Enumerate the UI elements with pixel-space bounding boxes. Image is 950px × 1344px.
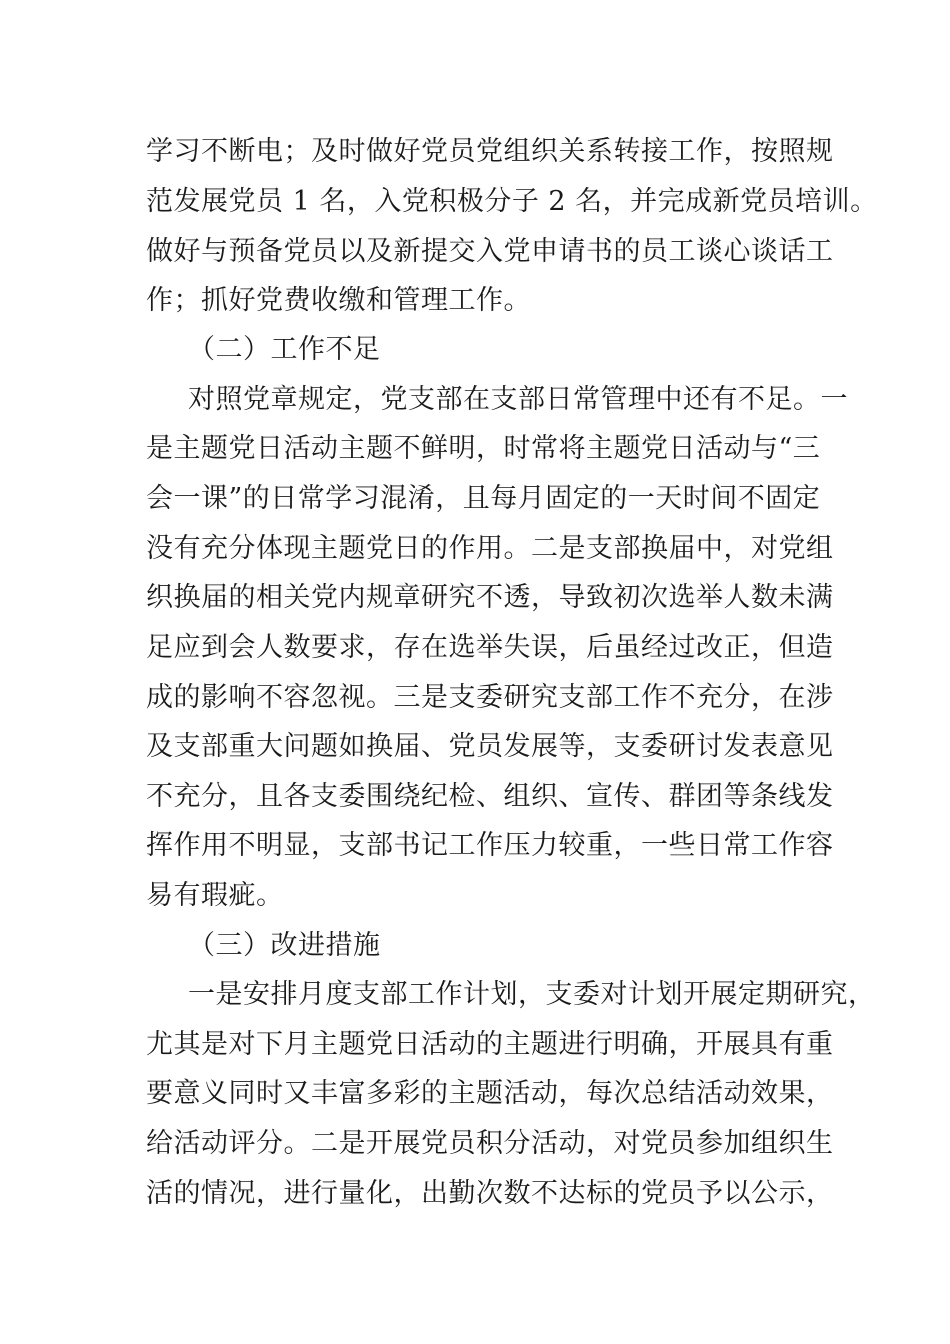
text-line: 没有充分体现主题党日的作用。二是支部换届中，对党组 [146, 533, 834, 564]
section-heading: （二）工作不足 [188, 334, 381, 365]
text-line: 学习不断电；及时做好党员党组织关系转接工作，按照规 [146, 136, 834, 167]
text-line: 织换届的相关党内规章研究不透，导致初次选举人数未满 [146, 582, 834, 613]
text-line: 活的情况，进行量化，出勤次数不达标的党员予以公示， [146, 1178, 834, 1209]
text-line: 是主题党日活动主题不鲜明，时常将主题党日活动与“三 [146, 433, 821, 464]
text-line: 挥作用不明显，支部书记工作压力较重，一些日常工作容 [146, 830, 834, 861]
text-line: 成的影响不容忽视。三是支委研究支部工作不充分，在涉 [146, 682, 834, 713]
text-line: 作；抓好党费收缴和管理工作。 [146, 285, 531, 316]
text-line: 易有瑕疵。 [146, 880, 284, 911]
text-line: 要意义同时又丰富多彩的主题活动，每次总结活动效果， [146, 1078, 834, 1109]
text-line: 做好与预备党员以及新提交入党申请书的员工谈心谈话工 [146, 236, 834, 267]
text-line: 足应到会人数要求，存在选举失误，后虽经过改正，但造 [146, 632, 834, 663]
text-line: 会一课”的日常学习混淆，且每月固定的一天时间不固定 [146, 483, 821, 514]
text-line: 范发展党员 1 名，入党积极分子 2 名，并完成新党员培训。 [146, 186, 878, 217]
text-line: 对照党章规定，党支部在支部日常管理中还有不足。一 [188, 384, 848, 415]
text-line: 不充分，且各支委围绕纪检、组织、宣传、群团等条线发 [146, 781, 834, 812]
section-heading: （三）改进措施 [188, 930, 381, 961]
text-line: 及支部重大问题如换届、党员发展等，支委研讨发表意见 [146, 731, 834, 762]
text-line: 给活动评分。二是开展党员积分活动，对党员参加组织生 [146, 1128, 834, 1159]
text-line: 尤其是对下月主题党日活动的主题进行明确，开展具有重 [146, 1029, 834, 1060]
text-line: 一是安排月度支部工作计划，支委对计划开展定期研究， [188, 979, 876, 1010]
